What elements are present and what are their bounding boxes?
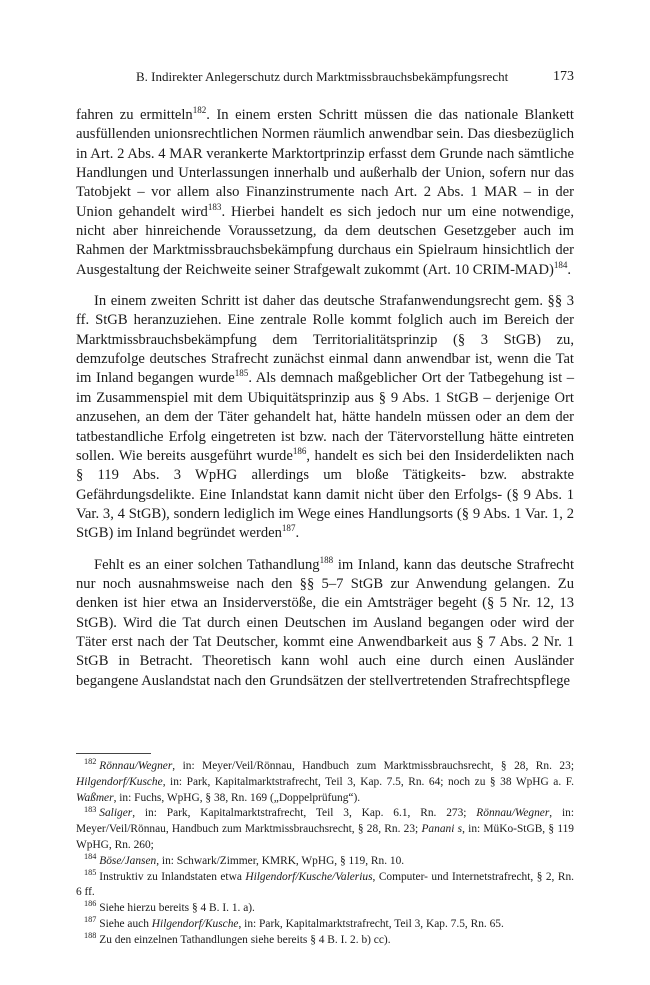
text-run: . Hierbei handelt es sich jedoch nur um eine notwendige, nicht aber hinreichende Voraussetzung, da dem deutschen Gesetzgeber auch im Rahmen der Marktmissbrauchsbekämpfung durchaus ein Spielraum hinsichtlich der Ausgestaltung der Reichweite seiner Strafgewalt zukommt (Art. 10 CRIM-MAD)	[76, 203, 574, 278]
footnote-185	[76, 867, 574, 902]
text-run: fahren zu ermitteln	[76, 107, 193, 123]
author-name: Hilgendorf/Kusche	[151, 917, 239, 930]
author-name: Rönnau/Wegner	[476, 807, 550, 820]
text-run: , in: MüKo-StGB, § 119 WpHG, Rn. 260;	[76, 823, 574, 851]
text-run: , Computer- und Internetstrafrecht, § 2, Rn. 6 ff.	[76, 870, 574, 899]
footnote-number: 183	[84, 804, 97, 814]
paragraph-3	[76, 556, 574, 691]
text-run: .	[295, 525, 300, 542]
author-name: Hilgendorf/Kusche	[76, 775, 163, 788]
footnote-number: 182	[84, 757, 97, 767]
text-run: im Inland, kann das deutsche Strafrecht nur noch ausnahmsweise nach den §§ 5–7 StGB zur Anwendung gelangen. Zu denken ist hier etwa an Insiderverstöße, die ein Amtsträger begeht (§ 5 Nr. 12, 13 StGB). Wird die Tat durch einen Deutschen im Ausland begangen oder wird der Täter erst nach der Tat Deutscher, kommt eine Anwendbarkeit aus § 7 Abs. 2 Nr. 1 StGB in Betracht. Theoretisch kann wohl auch eine durch einen Ausländer begangene Auslandstat nach den Grundsätzen der stellvertretenden Strafrechtspflege	[76, 556, 575, 689]
text-run: , in: Meyer/Veil/Rönnau, Handbuch zum Marktmissbrauchsrecht, § 28, Rn. 23;	[76, 807, 574, 836]
body-text	[76, 106, 574, 703]
text-run: , in: Meyer/Veil/Rönnau, Handbuch zum Marktmissbrauchsrecht, § 28, Rn. 23;	[172, 760, 574, 772]
text-run: , in: Schwark/Zimmer, KMRK, WpHG, § 119, Rn. 10.	[156, 854, 405, 867]
author-name: Böse/Jansen	[99, 854, 157, 867]
footnote-number: 187	[84, 915, 97, 925]
footnote-186	[76, 901, 574, 917]
footnote-182	[76, 759, 574, 806]
text-run: . Als demnach maßgeblicher Ort der Tatbegehung ist – im Zusammenspiel mit dem Ubiquitätsprinzip aus § 9 Abs. 1 StGB – derjenige Ort anzusehen, an dem der Täter gehandelt hat, hätte handeln müssen oder an dem der tatbestandliche Erfolg eingetreten ist bzw. nach der Tätervorstellung hätte eintreten sollen. Wie bereits ausgeführt wurde	[76, 370, 574, 464]
paragraph-1	[76, 106, 574, 280]
footnote-183	[76, 806, 574, 853]
text-run: Siehe auch	[99, 917, 152, 930]
text-run: . In einem ersten Schritt müssen die das nationale Blankett ausfüllenden unionsrechtlichen Normen räumlich anwendbar sein. Das diesbezüglich in Art. 2 Abs. 4 MAR verankerte Marktortprinzip erfasst dem Grunde nach sämtliche Handlungen und Unterlassungen innerhalb und außerhalb der Union, sofern nur das Tatobjekt – vor allem also Finanzinstrumente nach Art. 2 Abs. 1 MAR – in der Union gehandelt wird	[76, 107, 574, 220]
paragraph-2	[76, 292, 574, 543]
text-run: , in: Fuchs, WpHG, § 38, Rn. 169 („Doppelprüfung“).	[113, 791, 361, 804]
footnote-188	[76, 930, 574, 949]
author-name: Panani s	[421, 823, 463, 836]
text-run: In einem zweiten Schritt ist daher das deutsche Strafanwendungsrecht gem. §§ 3 ff. StGB heranzuziehen. Eine zentrale Rolle kommt folglich auch im Bereich der Marktmissbrauchsbekämpfung dem Territorialitätsprinzip (§ 3 StGB) zu, demzufolge deutsches Strafrecht zunächst einmal dann anwendbar ist, wenn die Tat im Inland begangen wurde	[76, 293, 574, 387]
page-number: 173	[553, 69, 574, 84]
footnote-ref-187[interactable]: 187	[281, 523, 296, 534]
footnote-number: 185	[84, 867, 97, 877]
text-run: Fehlt es an einer solchen Tathandlung	[94, 556, 320, 573]
text-run: Zu den einzelnen Tathandlungen siehe bereits § 4 B. I. 2. b) cc).	[99, 933, 391, 946]
author-name: Rönnau/Wegner	[99, 760, 173, 772]
footnote-187	[76, 917, 574, 933]
footnote-ref-182[interactable]: 182	[192, 105, 207, 116]
footnote-ref-188[interactable]: 188	[319, 554, 334, 565]
text-run: .	[567, 261, 572, 278]
footnote-number: 184	[84, 851, 97, 861]
footnote-ref-184[interactable]: 184	[553, 259, 568, 270]
footnote-divider	[76, 753, 151, 754]
footnote-ref-183[interactable]: 183	[207, 201, 222, 212]
footnote-number: 188	[84, 930, 97, 940]
footnote-184	[76, 851, 574, 870]
running-head-title: B. Indirekter Anlegerschutz durch Marktmissbrauchsbekämpfungsrecht	[136, 69, 509, 84]
footnotes	[76, 759, 574, 949]
text-run: , in: Park, Kapitalmarktstrafrecht, Teil 3, Kap. 6.1, Rn. 273;	[132, 807, 477, 820]
author-name: Saliger	[99, 807, 133, 820]
footnote-ref-186[interactable]: 186	[292, 445, 307, 456]
author-name: Hilgendorf/Kusche/Valerius	[245, 870, 373, 883]
text-run: , in: Park, Kapitalmarktstrafrecht, Teil 3, Kap. 7.5, Rn. 64; noch zu § 38 WpHG a. F.	[162, 775, 574, 788]
footnote-number: 186	[84, 899, 97, 909]
footnote-ref-185[interactable]: 185	[234, 368, 249, 379]
text-run: Instruktiv zu Inlandstaten etwa	[99, 870, 246, 883]
author-name: Waßmer	[76, 791, 114, 804]
text-run: Siehe hierzu bereits § 4 B. I. 1. a).	[99, 902, 255, 915]
text-run: , in: Park, Kapitalmarktstrafrecht, Teil 3, Kap. 7.5, Rn. 65.	[238, 917, 504, 930]
text-run: , handelt es sich bei den Insiderdelikten nach § 119 Abs. 3 WpHG allerdings um bloße Tätigkeits- bzw. abstrakte Gefährdungsdelikte. Eine Inlandstat kann damit nicht über den Erfolgs- (§ 9 Abs. 1 Var. 3, 4 StGB), sondern lediglich im Wege eines Handlungsorts (§ 9 Abs. 1 Var. 1, 2 StGB) im Inland begründet werden	[76, 447, 574, 542]
running-head	[76, 66, 574, 88]
